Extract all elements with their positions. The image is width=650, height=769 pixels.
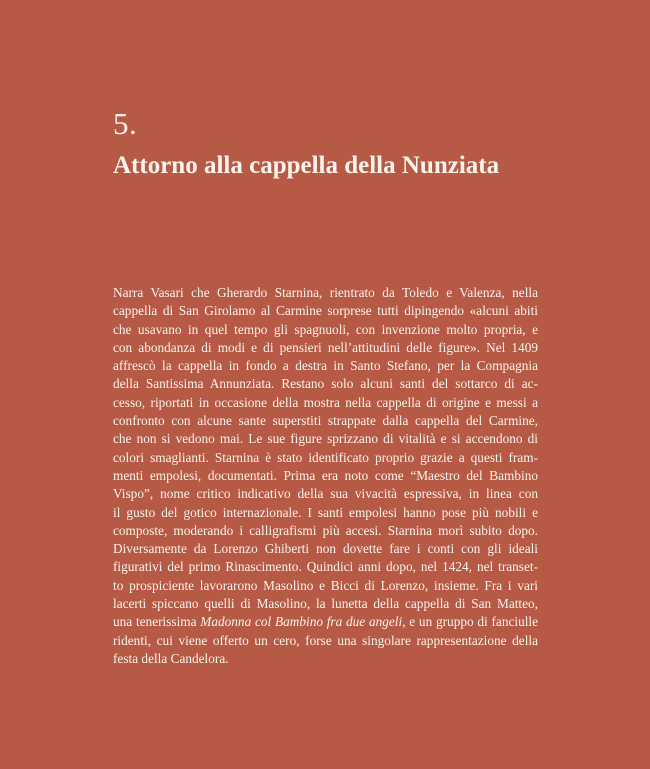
paragraph-line: il gusto del gotico internazionale. I santi empolesi hanno pose più nobili e <box>113 504 538 520</box>
text-after-artwork-title: , e un gruppo di fanciulle <box>402 614 539 630</box>
paragraph-line: che usavano in quel tempo gli spagnuoli, con invenzione molto propria, e <box>113 321 538 337</box>
paragraph-line: Vispo”, nome critico indicativo della sua vivacità espressiva, in linea con <box>113 486 538 502</box>
paragraph-line: ridenti, cui viene offerto un cero, forse una singolare rappresentazione della <box>113 632 538 648</box>
paragraph-line-with-artwork-title <box>113 613 538 631</box>
chapter-title: Attorno alla cappella della Nunziata <box>113 152 500 179</box>
paragraph-line: della Santissima Annunziata. Restano solo alcuni santi del sottarco di ac- <box>113 376 538 392</box>
paragraph-line: figurativi del primo Rinascimento. Quindici anni dopo, nel 1424, nel transet- <box>113 559 538 575</box>
chapter-number: 5. <box>113 106 138 141</box>
paragraph-line: Diversamente da Lorenzo Ghiberti non dovette fare i conti con gli ideali <box>113 541 538 557</box>
paragraph-last-line: festa della Candelora. <box>113 650 229 666</box>
paragraph-line: to prospiciente lavorarono Masolino e Bicci di Lorenzo, insieme. Fra i vari <box>113 577 538 593</box>
paragraph-line: menti empolesi, documentati. Prima era noto come “Maestro del Bambino <box>113 467 538 483</box>
paragraph-line: colori smaglianti. Starnina è stato identificato proprio grazie a questi fram- <box>113 449 538 465</box>
paragraph-line: che non si vedono mai. Le sue figure sprizzano di vitalità e si accendono di <box>113 431 538 447</box>
paragraph-line: cesso, riportati in occasione della mostra nella cappella di origine e messi a <box>113 394 538 410</box>
paragraph-line: composte, moderando i calligrafismi più accesi. Starnina morì subito dopo. <box>113 522 538 538</box>
paragraph-line: con abondanza di modi e di pensieri nell’attitudini delle figure». Nel 1409 <box>113 339 538 355</box>
body-paragraph <box>113 284 538 668</box>
paragraph-line: Narra Vasari che Gherardo Starnina, rientrato da Toledo e Valenza, nella <box>113 285 538 300</box>
paragraph-line: cappella di San Girolamo al Carmine sorprese tutti dipingendo «alcuni abiti <box>113 303 538 319</box>
paragraph-line: confronto con alcune sante superstiti strappate dalla cappella del Carmine, <box>113 413 538 429</box>
text-before-artwork-title: una tenerissima <box>113 614 201 630</box>
paragraph-line: affrescò la cappella in fondo a destra in Santo Stefano, per la Compagnia <box>113 358 538 374</box>
artwork-title: Madonna col Bambino fra due angeli <box>200 614 403 630</box>
paragraph-line: lacerti spiccano quelli di Masolino, la lunetta della cappella di San Matteo, <box>113 596 538 612</box>
